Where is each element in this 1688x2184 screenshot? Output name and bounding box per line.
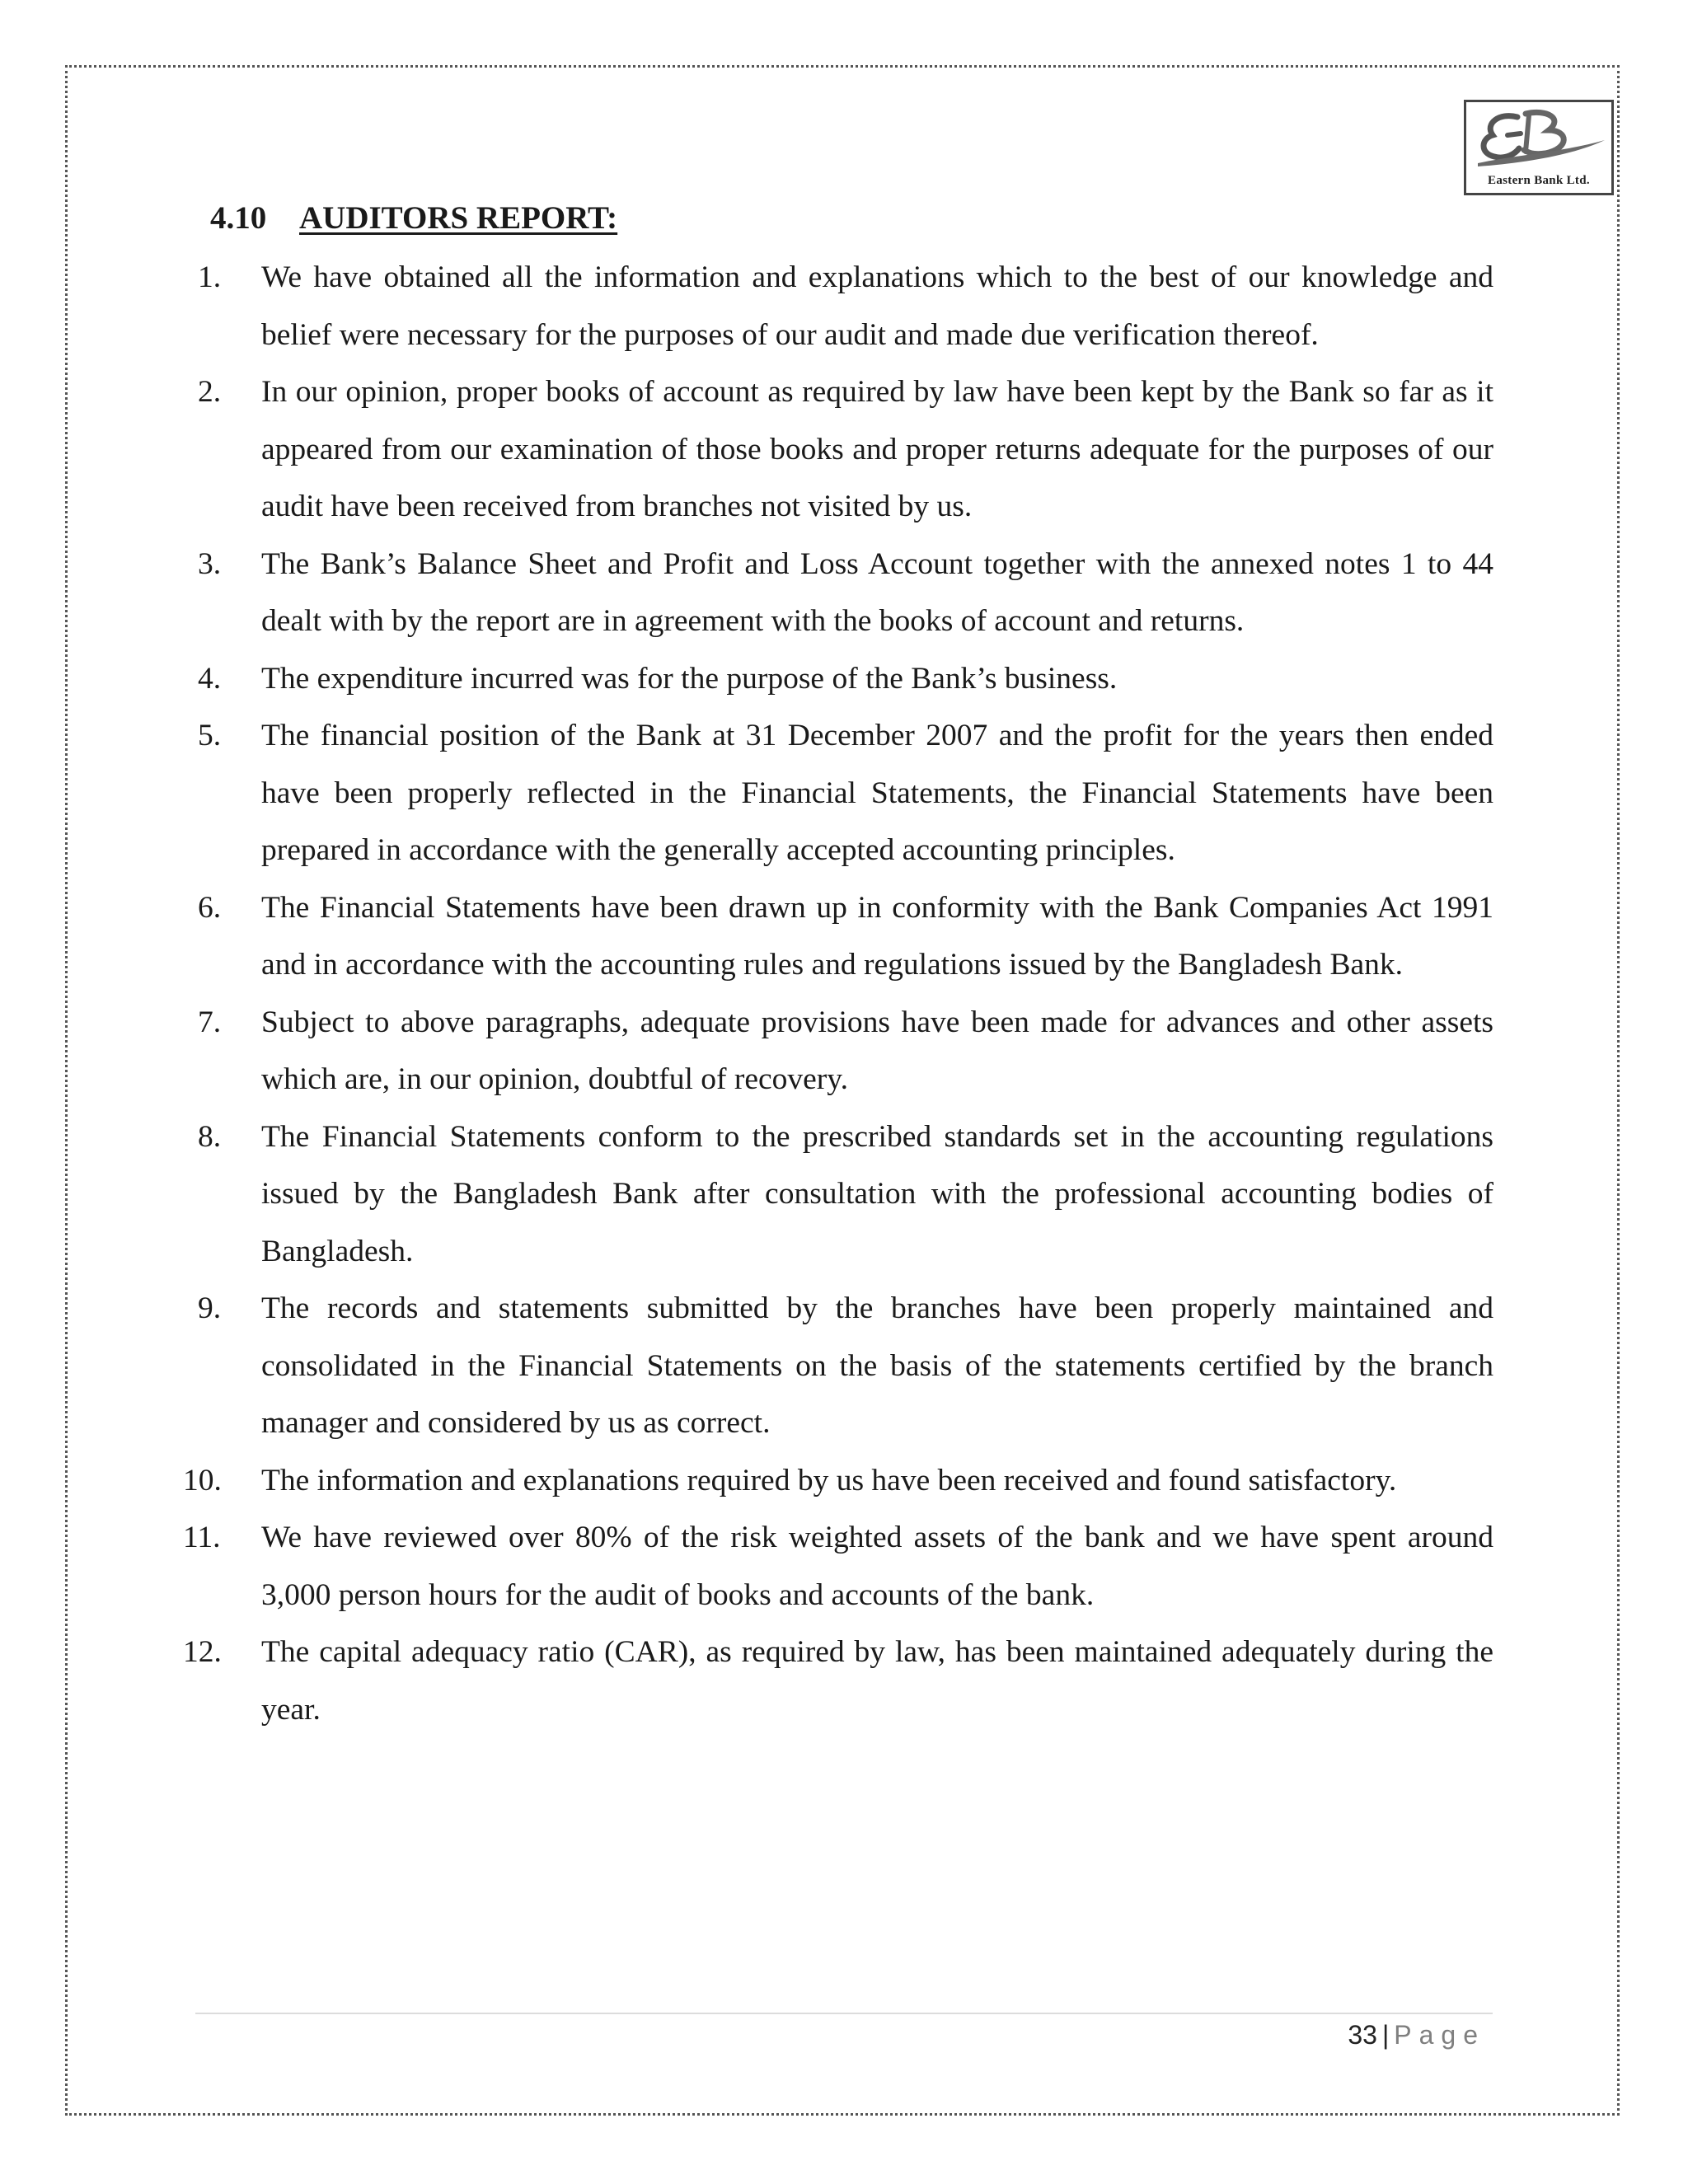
footer-divider [195, 2013, 1493, 2014]
item-number: 7. [198, 1005, 222, 1039]
page-number: 33 [1348, 2020, 1377, 2050]
section-heading [210, 198, 617, 239]
item-text: The Financial Statements conform to the prescribed standards set in the accounting regulations issued by the Bangladesh Bank after consultation with the professional accounting bodies of Bangladesh. [261, 1119, 1493, 1268]
list-item [190, 1108, 1493, 1281]
item-number: 6. [198, 890, 222, 925]
page-footer [1348, 2016, 1485, 2054]
item-text: The records and statements submitted by the branches have been properly maintained and consolidated in the Financial Statements on the basis of the statements certified by the branch manager and considered by us as correct. [261, 1291, 1493, 1440]
list-item [190, 249, 1493, 363]
item-number: 5. [198, 719, 222, 752]
list-item [183, 1509, 1493, 1624]
list-item [190, 879, 1493, 994]
item-text: We have obtained all the information and explanations which to the best of our knowledge and belief were necessary for the purposes of our audit and made due verification thereof. [261, 260, 1493, 352]
list-item [190, 536, 1493, 650]
findings-list [183, 249, 1493, 1738]
page-label: Page [1394, 2020, 1485, 2050]
item-text: The information and explanations required by us have been received and found satisfactory. [261, 1463, 1397, 1497]
item-number: 11. [183, 1521, 221, 1554]
item-text: In our opinion, proper books of account as required by law have been kept by the Bank so far as it appeared from our examination of those books and proper returns adequate for the purposes of our audit have been received from branches not visited by us. [261, 375, 1493, 523]
item-number: 12. [183, 1635, 222, 1669]
item-number: 10. [183, 1463, 222, 1497]
item-text: We have reviewed over 80% of the risk weighted assets of the bank and we have spent around 3,000 person hours for the audit of books and accounts of the bank. [261, 1521, 1493, 1612]
item-number: 8. [198, 1119, 222, 1154]
item-number: 3. [198, 546, 222, 581]
list-item [190, 994, 1493, 1108]
logo-caption: Eastern Bank Ltd. [1488, 174, 1590, 187]
item-number: 2. [198, 375, 222, 409]
item-text: The capital adequacy ratio (CAR), as required by law, has been maintained adequately during the year. [261, 1635, 1493, 1727]
item-text: The Financial Statements have been drawn up in conformity with the Bank Companies Act 1991 and in accordance with the accounting rules and regulations issued by the Bangladesh Bank. [261, 890, 1493, 982]
item-text: The expenditure incurred was for the purpose of the Bank’s business. [261, 661, 1118, 696]
list-item [190, 650, 1493, 708]
list-item [190, 707, 1493, 879]
item-number: 9. [198, 1291, 222, 1325]
list-item [183, 1624, 1493, 1738]
section-number: 4.10 [210, 200, 267, 236]
list-item [190, 363, 1493, 536]
footer-separator: | [1381, 2020, 1390, 2050]
list-item [190, 1280, 1493, 1452]
item-number: 1. [198, 260, 222, 294]
section-title: AUDITORS REPORT: [299, 200, 618, 236]
item-text: Subject to above paragraphs, adequate provisions have been made for advances and other assets which are, in our opinion, doubtful of recovery. [261, 1005, 1493, 1096]
item-number: 4. [198, 661, 222, 696]
eastern-bank-logo [1464, 100, 1614, 195]
item-text: The Bank’s Balance Sheet and Profit and Loss Account together with the annexed notes 1 to 44 dealt with by the report are in agreement with the books of account and returns. [261, 546, 1493, 638]
list-item [183, 1452, 1493, 1510]
item-text: The financial position of the Bank at 31 December 2007 and the profit for the years then ended have been properly reflected in the Financial Statements, the Financial Statements have been prepared in accordance with the generally accepted accounting principles. [261, 719, 1493, 867]
